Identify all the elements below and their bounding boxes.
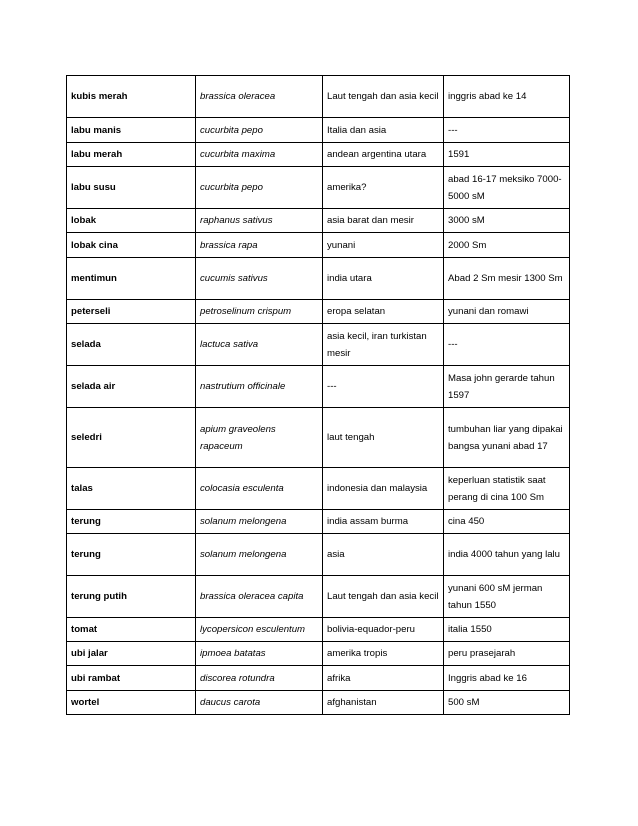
common-name-cell: seledri bbox=[67, 408, 196, 468]
latin-name-cell: apium graveolens rapaceum bbox=[196, 408, 323, 468]
origin-region-cell: afghanistan bbox=[323, 691, 444, 715]
origin-region-cell: laut tengah bbox=[323, 408, 444, 468]
table-row bbox=[67, 167, 570, 209]
latin-name-cell: brassica oleracea bbox=[196, 76, 323, 118]
common-name-cell: ubi rambat bbox=[67, 666, 196, 691]
latin-name-cell: daucus carota bbox=[196, 691, 323, 715]
history-cell: peru prasejarah bbox=[444, 642, 570, 666]
latin-name-cell: colocasia esculenta bbox=[196, 468, 323, 510]
history-cell: Masa john gerarde tahun 1597 bbox=[444, 366, 570, 408]
history-cell: tumbuhan liar yang dipakai bangsa yunani abad 17 bbox=[444, 408, 570, 468]
table-row bbox=[67, 642, 570, 666]
table-body bbox=[67, 76, 570, 715]
table-row bbox=[67, 618, 570, 642]
history-cell: yunani 600 sM jerman tahun 1550 bbox=[444, 576, 570, 618]
common-name-cell: talas bbox=[67, 468, 196, 510]
latin-name-cell: lycopersicon esculentum bbox=[196, 618, 323, 642]
common-name-cell: terung bbox=[67, 534, 196, 576]
latin-name-cell: cucurbita pepo bbox=[196, 118, 323, 143]
common-name-cell: kubis merah bbox=[67, 76, 196, 118]
origin-region-cell: Laut tengah dan asia kecil bbox=[323, 76, 444, 118]
origin-region-cell: yunani bbox=[323, 233, 444, 258]
history-cell: italia 1550 bbox=[444, 618, 570, 642]
history-cell: 2000 Sm bbox=[444, 233, 570, 258]
latin-name-cell: ipmoea batatas bbox=[196, 642, 323, 666]
history-cell: 1591 bbox=[444, 143, 570, 167]
origin-region-cell: Laut tengah dan asia kecil bbox=[323, 576, 444, 618]
common-name-cell: lobak bbox=[67, 209, 196, 233]
common-name-cell: labu susu bbox=[67, 167, 196, 209]
latin-name-cell: cucumis sativus bbox=[196, 258, 323, 300]
history-cell: yunani dan romawi bbox=[444, 300, 570, 324]
origin-region-cell: afrika bbox=[323, 666, 444, 691]
common-name-cell: labu manis bbox=[67, 118, 196, 143]
table-row bbox=[67, 576, 570, 618]
latin-name-cell: cucurbita maxima bbox=[196, 143, 323, 167]
table-row bbox=[67, 209, 570, 233]
origin-region-cell: --- bbox=[323, 366, 444, 408]
origin-region-cell: eropa selatan bbox=[323, 300, 444, 324]
common-name-cell: terung putih bbox=[67, 576, 196, 618]
history-cell: --- bbox=[444, 324, 570, 366]
table-row bbox=[67, 76, 570, 118]
table-row bbox=[67, 691, 570, 715]
history-cell: keperluan statistik saat perang di cina 100 Sm bbox=[444, 468, 570, 510]
history-cell: Abad 2 Sm mesir 1300 Sm bbox=[444, 258, 570, 300]
common-name-cell: ubi jalar bbox=[67, 642, 196, 666]
history-cell: 3000 sM bbox=[444, 209, 570, 233]
history-cell: cina 450 bbox=[444, 510, 570, 534]
latin-name-cell: nastrutium officinale bbox=[196, 366, 323, 408]
latin-name-cell: raphanus sativus bbox=[196, 209, 323, 233]
history-cell: india 4000 tahun yang lalu bbox=[444, 534, 570, 576]
common-name-cell: selada air bbox=[67, 366, 196, 408]
common-name-cell: lobak cina bbox=[67, 233, 196, 258]
origin-region-cell: asia kecil, iran turkistan mesir bbox=[323, 324, 444, 366]
origin-region-cell: amerika? bbox=[323, 167, 444, 209]
latin-name-cell: lactuca sativa bbox=[196, 324, 323, 366]
history-cell: --- bbox=[444, 118, 570, 143]
history-cell: inggris abad ke 14 bbox=[444, 76, 570, 118]
origin-region-cell: indonesia dan malaysia bbox=[323, 468, 444, 510]
latin-name-cell: discorea rotundra bbox=[196, 666, 323, 691]
table-row bbox=[67, 258, 570, 300]
latin-name-cell: brassica oleracea capita bbox=[196, 576, 323, 618]
common-name-cell: selada bbox=[67, 324, 196, 366]
origin-region-cell: andean argentina utara bbox=[323, 143, 444, 167]
common-name-cell: wortel bbox=[67, 691, 196, 715]
common-name-cell: mentimun bbox=[67, 258, 196, 300]
table-row bbox=[67, 666, 570, 691]
origin-region-cell: india utara bbox=[323, 258, 444, 300]
common-name-cell: labu merah bbox=[67, 143, 196, 167]
common-name-cell: terung bbox=[67, 510, 196, 534]
common-name-cell: tomat bbox=[67, 618, 196, 642]
table-row bbox=[67, 233, 570, 258]
vegetable-origin-table bbox=[66, 75, 570, 715]
origin-region-cell: asia barat dan mesir bbox=[323, 209, 444, 233]
common-name-cell: peterseli bbox=[67, 300, 196, 324]
latin-name-cell: solanum melongena bbox=[196, 510, 323, 534]
history-cell: abad 16-17 meksiko 7000-5000 sM bbox=[444, 167, 570, 209]
table-row bbox=[67, 408, 570, 468]
latin-name-cell: cucurbita pepo bbox=[196, 167, 323, 209]
latin-name-cell: solanum melongena bbox=[196, 534, 323, 576]
table-row bbox=[67, 324, 570, 366]
table-row bbox=[67, 300, 570, 324]
table-row bbox=[67, 534, 570, 576]
latin-name-cell: petroselinum crispum bbox=[196, 300, 323, 324]
history-cell: Inggris abad ke 16 bbox=[444, 666, 570, 691]
origin-region-cell: Italia dan asia bbox=[323, 118, 444, 143]
origin-region-cell: amerika tropis bbox=[323, 642, 444, 666]
table-row bbox=[67, 510, 570, 534]
origin-region-cell: india assam burma bbox=[323, 510, 444, 534]
table-row bbox=[67, 366, 570, 408]
history-cell: 500 sM bbox=[444, 691, 570, 715]
latin-name-cell: brassica rapa bbox=[196, 233, 323, 258]
origin-region-cell: asia bbox=[323, 534, 444, 576]
table-row bbox=[67, 118, 570, 143]
table-row bbox=[67, 468, 570, 510]
origin-region-cell: bolivia-equador-peru bbox=[323, 618, 444, 642]
table-row bbox=[67, 143, 570, 167]
